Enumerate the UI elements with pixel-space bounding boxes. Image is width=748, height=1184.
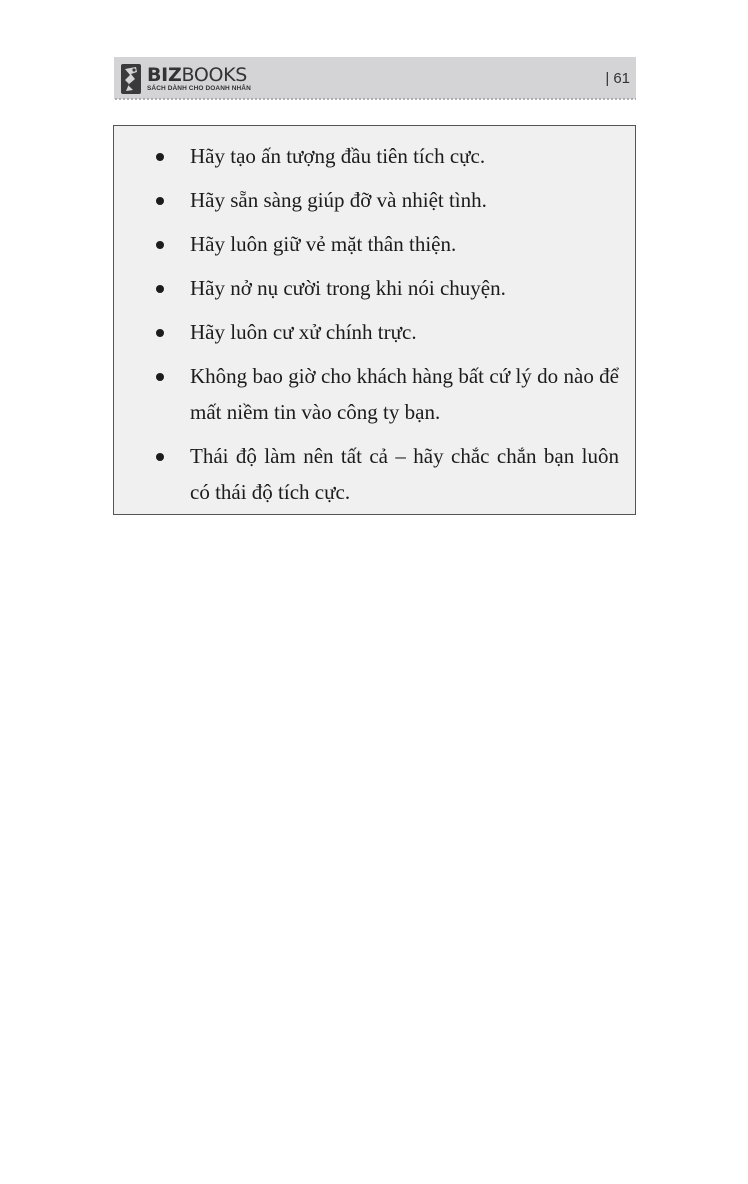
- logo-text: [147, 63, 251, 93]
- page-number-separator: |: [605, 70, 610, 87]
- list-item: [114, 270, 635, 306]
- brand-name: [147, 63, 251, 86]
- page-header: [114, 57, 636, 99]
- bullet-icon: [156, 373, 164, 381]
- list-item-text: Thái độ làm nên tất cả – hãy chắc chắn bạn luôn có thái độ tích cực.: [190, 444, 619, 504]
- brand-name-bold: BIZ: [147, 63, 182, 86]
- brand-name-light: BOOKS: [181, 63, 248, 86]
- list-item-text: Hãy tạo ấn tượng đầu tiên tích cực.: [190, 144, 486, 168]
- list-item-text: Hãy nở nụ cười trong khi nói chuyện.: [190, 276, 506, 300]
- brand-tagline: SÁCH DÀNH CHO DOANH NHÂN: [147, 84, 251, 92]
- bullet-icon: [156, 197, 164, 205]
- tips-list: [114, 138, 635, 518]
- bullet-icon: [156, 285, 164, 293]
- bullet-icon: [156, 241, 164, 249]
- list-item-text: Hãy luôn cư xử chính trực.: [190, 320, 417, 344]
- bizbooks-logo-icon: [120, 63, 142, 95]
- list-item: [114, 182, 635, 218]
- list-item-text: Hãy luôn giữ vẻ mặt thân thiện.: [190, 232, 457, 256]
- page-number: [605, 70, 630, 87]
- header-dotted-border: [114, 98, 636, 100]
- list-item: [114, 438, 635, 510]
- bullet-icon: [156, 153, 164, 161]
- tips-box: [113, 125, 636, 515]
- list-item: [114, 314, 635, 350]
- list-item: [114, 226, 635, 262]
- list-item-text: Không bao giờ cho khách hàng bất cứ lý do nào để mất niềm tin vào công ty bạn.: [190, 364, 619, 424]
- publisher-logo: [120, 61, 251, 97]
- list-item: [114, 358, 635, 430]
- bullet-icon: [156, 329, 164, 337]
- list-item: [114, 138, 635, 174]
- page-number-value: 61: [613, 70, 630, 87]
- list-item-text: Hãy sẵn sàng giúp đỡ và nhiệt tình.: [190, 188, 487, 212]
- bullet-icon: [156, 453, 164, 461]
